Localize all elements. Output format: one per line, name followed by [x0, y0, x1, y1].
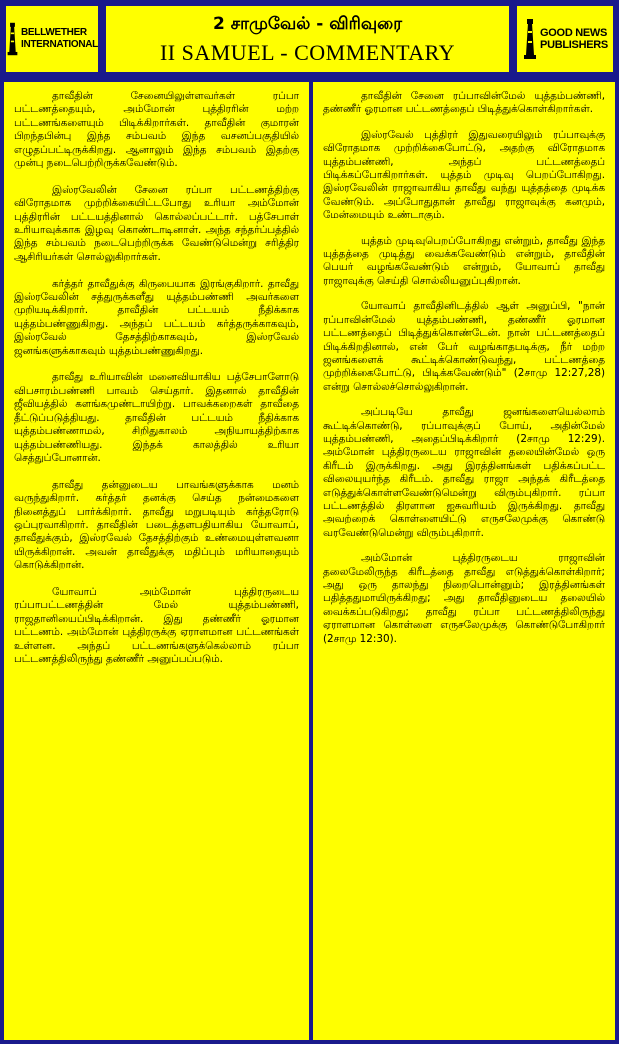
- left-column: [4, 82, 309, 1040]
- paragraph: தாவீதின் சேனை ரப்பாவின்மேல் யுத்தம்பண்ணி, தண்ணீர் ஓரமான பட்டணத்தைப் பிடித்துக்கொள்கிறார்கள்.: [323, 90, 605, 116]
- paragraph: தாவீது உரியாவின் மனைவியாகிய பத்சேபாளோடு விபசாரம்பண்ணி பாவம் செய்தார். இதனால் தாவீதின் ஜீவியத்தில் களங்கமுண்டாயிற்று. பாவக்கறைகள் தாவீதை தீட்டுப்படுத்தியது. தாவீதின் பட்டயம் நீதிக்காக யுத்தம்பண்ணாமல், சிறிதுகாலம் அநியாயத்திற்காக யுத்தம்பண்ணியது. இந்தக் காலத்தில் உரியா செத்துப்போனான்.: [14, 371, 299, 464]
- paragraph: தாவீதின் சேனையிலுள்ளவர்கள் ரப்பா பட்டணத்தையும், அம்மோன் புத்திரரின் மற்ற பட்டணங்களையும் பிடிக்கிறார்கள். தாவீதின் குமாரன் பிறந்தபின்பு இந்த சம்பவம் இந்த வசனப்பகுதியில் எழுதப்பட்டிருக்கிறது. ஆனாலும் இந்த சம்பவம் இதற்கு முன்பு நடைபெற்றிருக்கவேண்டும்.: [14, 90, 299, 170]
- lighthouse-icon: [522, 19, 538, 59]
- paragraph: இஸ்ரவேல் புத்திரர் இதுவரையிலும் ரப்பாவுக்கு விரோதமாக முற்றிக்கைபோட்டு, அதற்கு விரோதமாக யுத்தம்பண்ணி, அந்தப் பட்டணத்தைப் பிடிக்கப்போகிறார்கள். யுத்தம் முடிவு பெறப்போகிறது. இஸ்ரவேலின் ராஜாவாகிய தாவீது வந்து யுத்தத்தை முடிக்க வேண்டும். அப்போதுதான் தாவீது ராஜாவுக்கு கனமும், மேன்மையும் உண்டாகும்.: [323, 128, 605, 222]
- paragraph: கர்த்தர் தாவீதுக்கு கிருபையாக இரங்குகிறார். தாவீது இஸ்ரவேலின் சத்துருக்களீது யுத்தம்பண்ணி அவர்களை முறியடிக்கிறார். தாவீதின் பட்டயம் நீதிக்காக யுத்தம்பண்ணுகிறது. அந்தப் பட்டயம் கர்த்தருக்காகவும், இஸ்ரவேல் தேசத்திற்காகவும், இஸ்ரவேல் ஜனங்களுக்காகவும் யுத்தம்பண்ணுகிறது.: [14, 277, 299, 357]
- paragraph: இஸ்ரவேலின் சேனை ரப்பா பட்டணத்திற்கு விரோதமாக முற்றிக்கையிட்டபோது உரியா அம்மோன் புத்திரரின் பட்டயத்தினால் கொல்லப்பட்டார். பத்சேபாள் உரியாவுக்காக இழவு கொண்டாடினாள். அந்த சந்தர்ப்பத்தில் இந்த சம்பவம் நடைபெற்றிருக்க வேண்டுமென்று சரித்திர ஆசிரியர்கள் சொல்லுகிறார்கள்.: [14, 183, 299, 263]
- paragraph: அப்படியே தாவீது ஜனங்களையெல்லாம் கூட்டிக்கொண்டு, ரப்பாவுக்குப் போய், அதின்மேல் யுத்தம்பண்ணி, அதைப்பிடிக்கிறார் (2சாமு 12:29). அம்மோன் புத்திரருடைய ராஜாவின் தலையின்மேல் ஒரு கிரீடம் இருக்கிறது. அது இரத்தினங்கள் பதிக்கப்பட்ட விலையுயர்ந்த கிரீடம். தாவீது ராஜா அந்தக் கிரீடத்தை எடுத்துக்கொள்ளவேண்டுமென்று விரும்புகிறார். ரப்பா பட்டணத்தில் திரளான ஐசுவரியம் இருக்கிறது. தாவீது அவற்றைக் கொள்ளையிட்டு எருசலேமுக்கு கொண்டு வரவேண்டுமென்று விரும்புகிறார்.: [323, 406, 605, 539]
- title-box: [104, 4, 511, 74]
- good-news-logo: [515, 4, 615, 74]
- paragraph: தாவீது தன்னுடைய பாவங்களுக்காக மனம் வருந்துகிறார். கர்த்தர் தனக்கு செய்த நன்மைகளை நினைத்துப் பார்க்கிறார். தாவீது மறுபடியும் கர்த்தரோடு ஒப்புரவாகிறார். தாவீதின் படைத்தளபதியாகிய யோவாப், தாவீதுக்கும், இஸ்ரவேல் தேசத்திற்கும் உண்மையுள்ளவனா யிருக்கிறான். அவன் தாவீதுக்கு மதிப்பும் மரியாதையும் கொடுக்கிறான்.: [14, 478, 299, 572]
- logo-left-line2: INTERNATIONAL: [20, 39, 98, 50]
- title-tamil: 2 சாமுவேல் - விரிவுரை: [213, 14, 402, 34]
- paragraph: யோவாப் தாவீதினிடத்தில் ஆள் அனுப்பி, "நான் ரப்பாவின்மேல் யுத்தம்பண்ணி, தண்ணீர் ஓரமான பட்டணத்தைப் பிடித்துக்கொண்டேன். நான் பட்டணத்தைப் பிடிக்கிறதினால், என் பேர் வழங்காதபடிக்கு, நீர் மற்ற ஜனங்களைக் கூட்டிக்கொண்டுவந்து, பட்டணத்தை முற்றிக்கைபோட்டு, பிடிக்கவேண்டும்" (2சாமு 12:27,28) என்று சொல்லச்சொல்லுகிறான்.: [323, 300, 605, 393]
- header: [0, 0, 619, 78]
- bellwether-logo: [4, 4, 100, 74]
- lighthouse-icon: [6, 19, 19, 59]
- right-column: [313, 82, 615, 1040]
- paragraph: அம்மோன் புத்திரருடைய ராஜாவின் தலைமேலிருந்த கிரீடத்தை தாவீது எடுத்துக்கொள்கிறார்; அது ஒரு தாலந்து நிறைபொன்னும்; இரத்தினங்கள் பதித்ததுமாயிருக்கிறது; அது தாவீதினுடைய தலையில் வைக்கப்படுகிறது; தாவீது ரப்பா பட்டணத்திலிருந்து ஏராளமான கொள்ளை எருசலேமுக்கு கொண்டுபோகிறார் (2சாமு 12:30).: [323, 552, 605, 645]
- paragraph: யோவாப் அம்மோன் புத்திரருடைய ரப்பாபட்டணத்தின் மேல் யுத்தம்பண்ணி, ராஜதானியைப்பிடிக்கிறான். இது தண்ணீர் ஓரமான பட்டணம். அம்மோன் புத்திரருக்கு ஏராளமான பட்டணங்கள் உள்ளன. அந்தப் பட்டணங்களுக்கெல்லாம் ரப்பா பட்டணத்திலிருந்து தண்ணீர் அனுப்பப்படும்.: [14, 585, 299, 665]
- logo-left-line1: BELLWETHER: [20, 27, 87, 38]
- paragraph: யுத்தம் முடிவுபெறப்போகிறது என்றும், தாவீது இந்த யுத்தத்தை முடித்து வைக்கவேண்டும் என்றும், தாவீதின் பெயர் வழங்கவேண்டும் என்றும், யோவாப் தாவீது ராஜாவுக்கு செய்தி சொல்லியனுப்புகிறான்.: [323, 234, 605, 287]
- logo-right-line2: PUBLISHERS: [540, 39, 608, 51]
- title-english: II SAMUEL - COMMENTARY: [159, 40, 456, 65]
- logo-right-line1: GOOD NEWS: [540, 27, 608, 39]
